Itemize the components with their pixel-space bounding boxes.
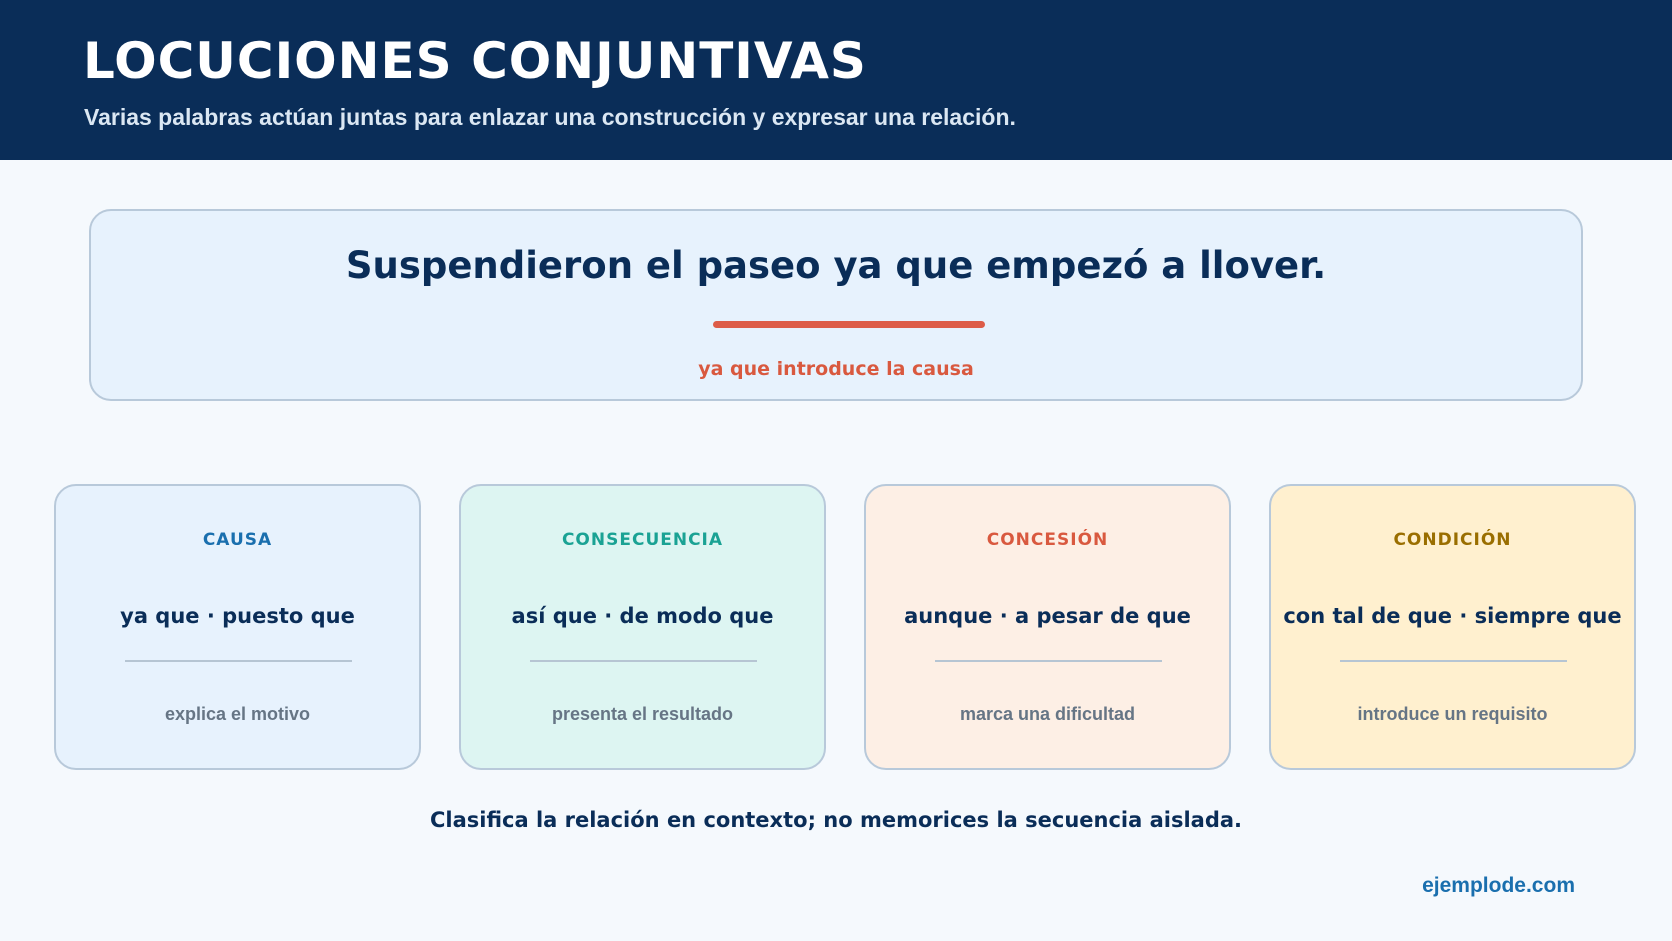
card-causa <box>54 484 421 770</box>
card-description: explica el motivo <box>164 704 311 724</box>
example-panel <box>89 209 1583 401</box>
highlight-underline <box>713 321 985 328</box>
header-banner <box>0 0 1672 160</box>
card-concesion <box>864 484 1231 770</box>
card-divider <box>935 660 1162 662</box>
card-words: con tal de que · siempre que <box>1283 604 1622 628</box>
tip-text: Clasifica la relación en contexto; no memorices la secuencia aislada. <box>429 808 1243 832</box>
card-description: presenta el resultado <box>551 704 734 724</box>
example-sentence: Suspendieron el paseo ya que empezó a llover. <box>345 244 1327 287</box>
card-label: CAUSA <box>202 530 273 550</box>
card-description: introduce un requisito <box>1357 704 1548 724</box>
card-divider <box>530 660 757 662</box>
card-label: CONDICIÓN <box>1393 530 1512 550</box>
card-divider <box>1340 660 1567 662</box>
card-words: aunque · a pesar de que <box>904 604 1191 628</box>
card-words: ya que · puesto que <box>120 604 355 628</box>
card-consecuencia <box>459 484 826 770</box>
card-divider <box>125 660 352 662</box>
page-subtitle: Varias palabras actúan juntas para enlazar una construcción y expresar una relación. <box>84 104 1016 130</box>
card-description: marca una dificultad <box>959 704 1136 724</box>
card-label: CONSECUENCIA <box>561 530 724 550</box>
card-words: así que · de modo que <box>511 604 774 628</box>
brand-link[interactable]: ejemplode.com <box>1422 874 1575 897</box>
example-note: ya que introduce la causa <box>698 358 974 380</box>
card-condicion <box>1269 484 1636 770</box>
card-label: CONCESIÓN <box>986 530 1109 550</box>
page-title: LOCUCIONES CONJUNTIVAS <box>83 32 867 90</box>
